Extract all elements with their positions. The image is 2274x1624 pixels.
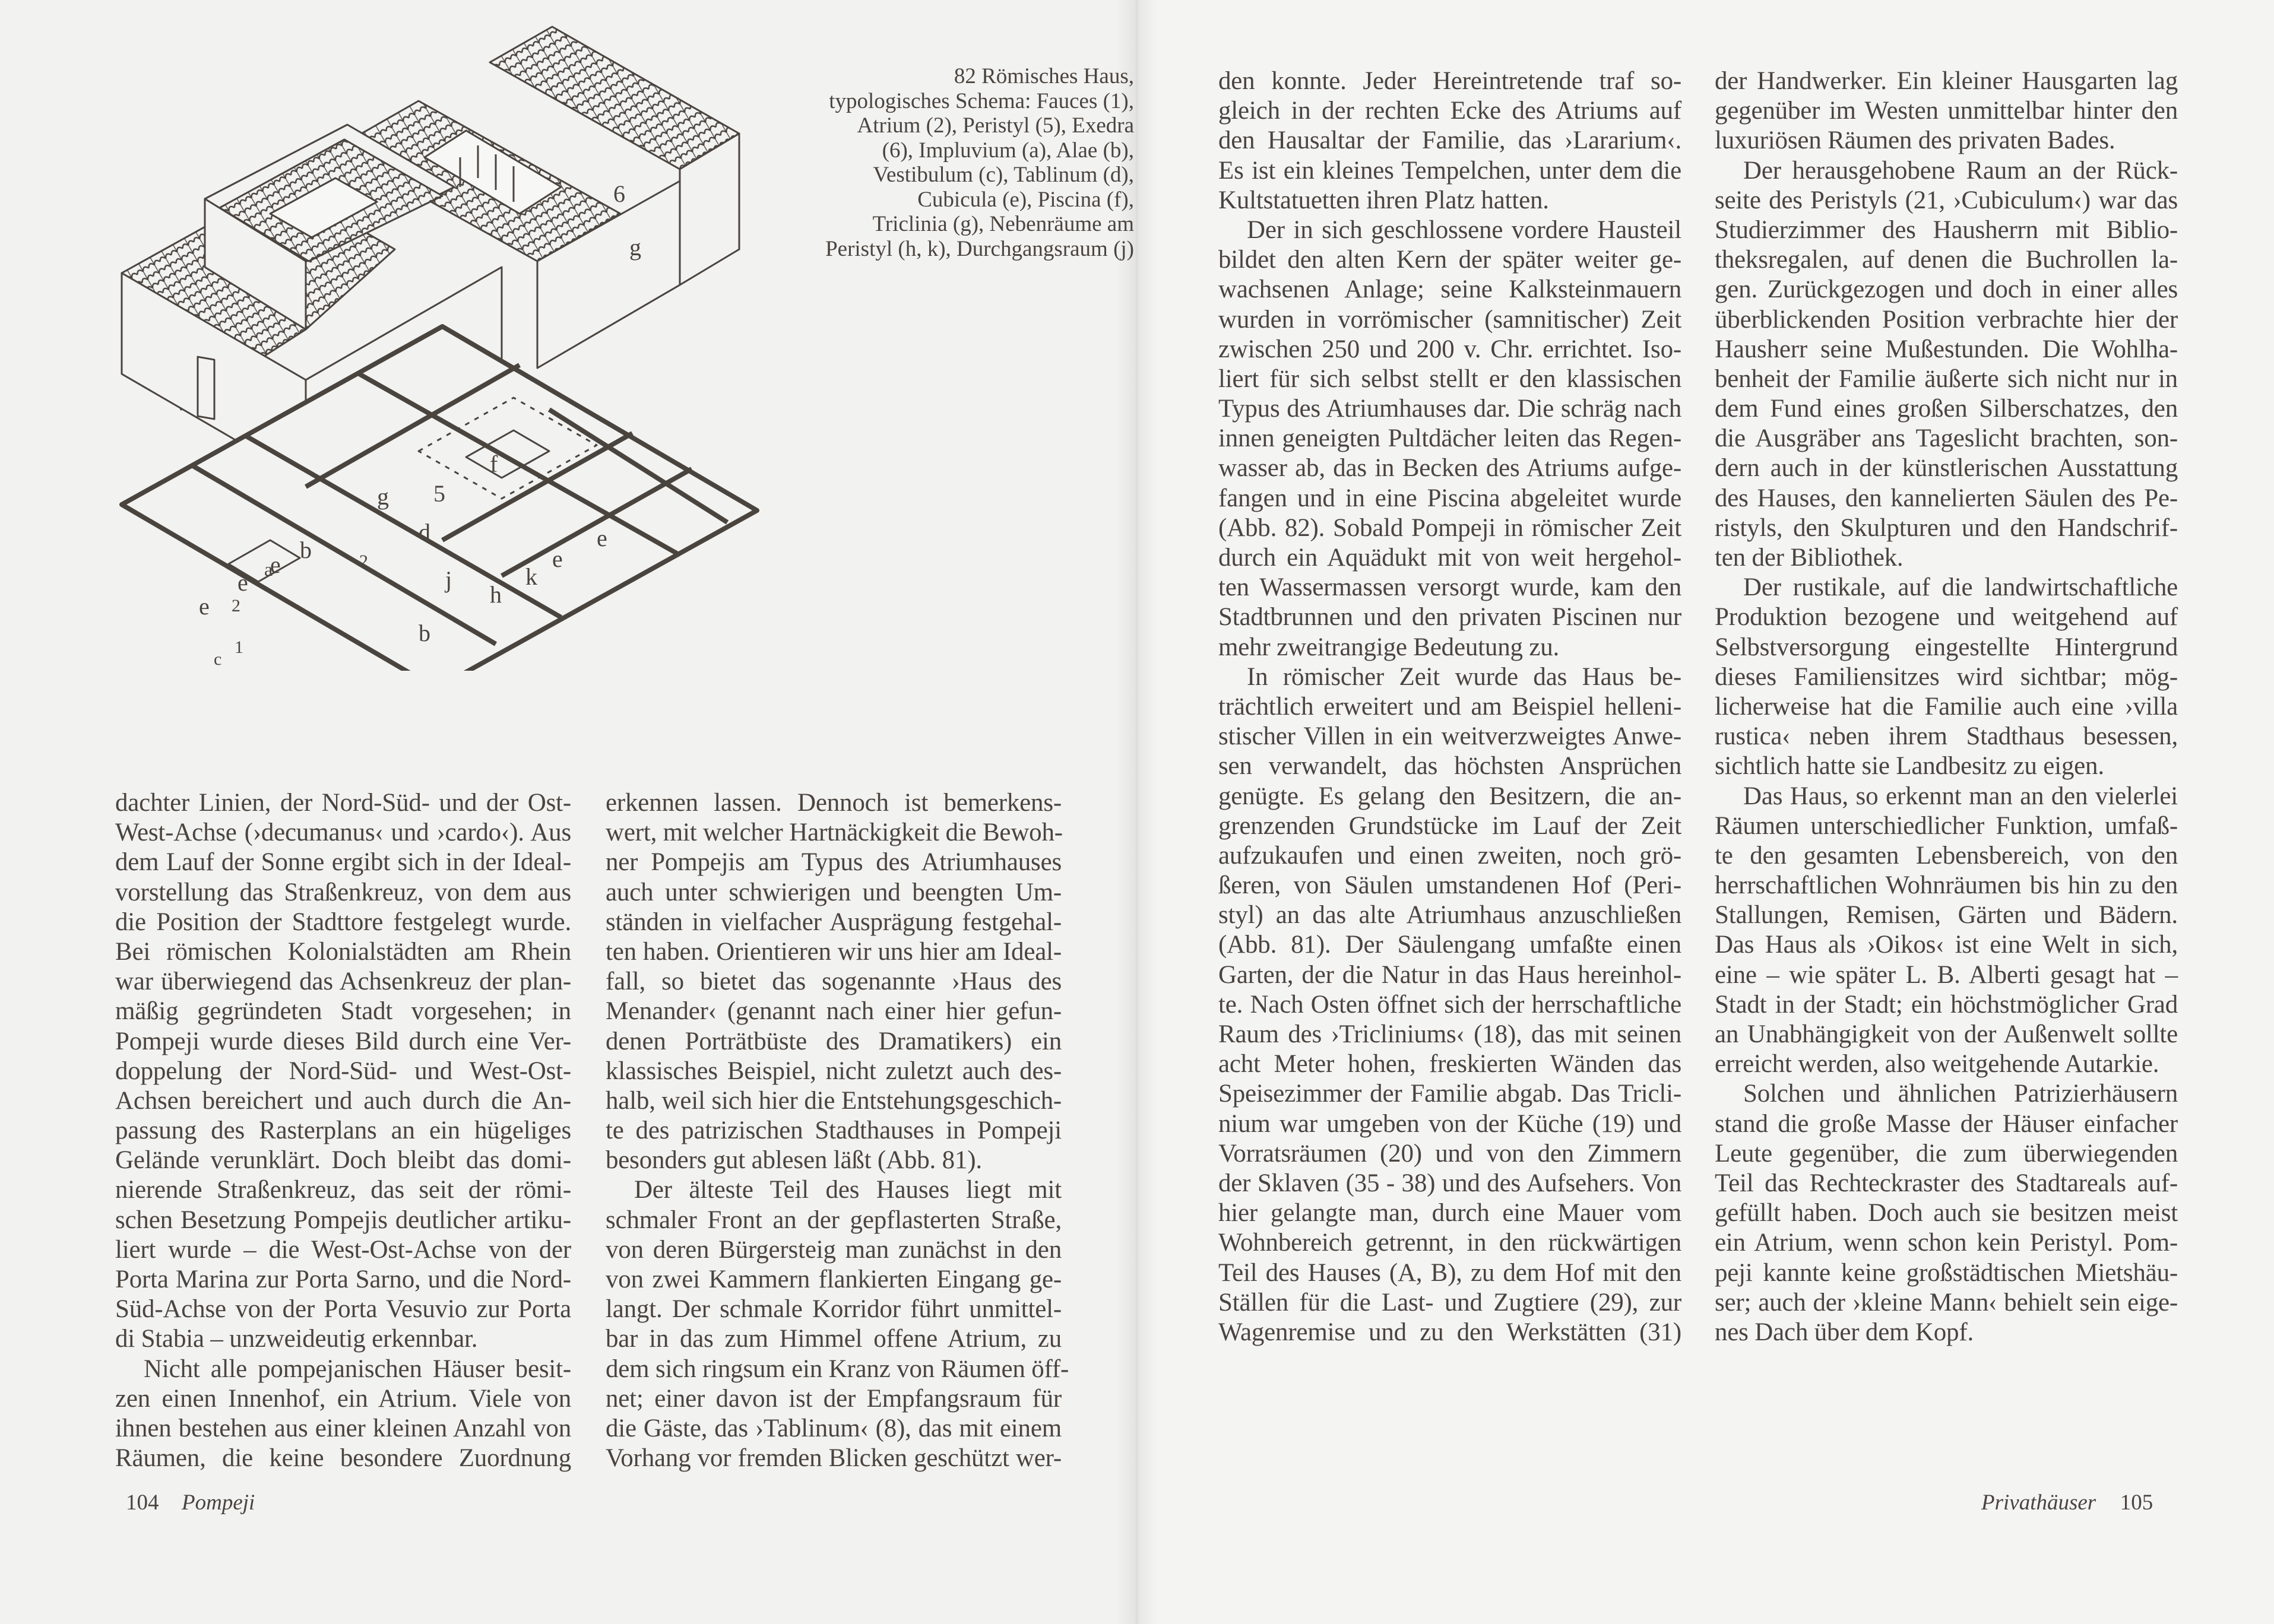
- text-line: genügte. Es gelang den Besitzern, die an-: [1218, 782, 1681, 810]
- text-line: trächtlich erweitert und am Beispiel helleni-: [1218, 692, 1681, 721]
- text-line: Süd-Achse von der Porta Vesuvio zur Porta: [115, 1295, 571, 1324]
- text-line: ner Pompejis am Typus des Atriumhauses: [606, 848, 1062, 877]
- text-line: ten Wassermassen versorgt wurde, kam den: [1218, 573, 1681, 602]
- text-line: zen einen Innenhof, ein Atrium. Viele von: [115, 1384, 571, 1413]
- text-line: war überwiegend das Achsenkreuz der plan-: [115, 968, 571, 996]
- right-folio: [1981, 1490, 2153, 1516]
- text-line: durch ein Aquädukt mit von weit hergehol-: [1218, 544, 1681, 572]
- text-line: bildet den alten Kern der später weiter ge-: [1218, 246, 1681, 274]
- text-line: ihnen bestehen aus einer kleinen Anzahl von: [115, 1414, 571, 1442]
- left-page-column-2: [606, 788, 1069, 1473]
- caption-line: Cubicula (e), Piscina (f),: [917, 187, 1134, 212]
- text-line: dachter Linien, der Nord-Süd- und der Ost-: [115, 789, 571, 817]
- text-line: Selbstversorgung eingestellte Hintergrund: [1715, 633, 2178, 661]
- text-line: Der herausgehobene Raum an der Rück-: [1743, 156, 2178, 185]
- caption-line: Peristyl (h, k), Durchgangsraum (j): [825, 236, 1134, 261]
- text-line: gegenüber im Westen unmittelbar hinter den: [1715, 97, 2178, 125]
- page-number: 104: [126, 1490, 159, 1515]
- text-line: Pompeji wurde dieses Bild durch eine Ver-: [115, 1027, 571, 1055]
- text-line: ten haben. Orientieren wir uns hier am Ideal-: [606, 937, 1062, 966]
- text-line: te des patrizischen Stadthauses in Pompeji: [606, 1116, 1062, 1145]
- text-line: Das Haus als ›Oikos‹ ist eine Welt in sich,: [1715, 931, 2178, 959]
- text-line: Kultstatuetten ihren Platz hatten.: [1218, 186, 1549, 214]
- text-line: bar in das zum Himmel offene Atrium, zu: [606, 1325, 1062, 1353]
- text-line: eine – wie später L. B. Alberti gesagt hat –: [1715, 960, 2178, 989]
- text-line: gleich in der rechten Ecke des Atriums auf: [1218, 97, 1681, 125]
- text-line: sen verwandelt, das höchsten Ansprüchen: [1218, 752, 1681, 781]
- text-line: Speisezimmer der Familie abgab. Das Tricli-: [1218, 1080, 1681, 1108]
- text-line: innen geneigten Pultdächer leiten das Regen-: [1218, 424, 1681, 453]
- text-line: Ställen für die Last- und Zugtiere (29), zur: [1218, 1288, 1681, 1317]
- text-line: nierende Straßenkreuz, das seit der römi-: [115, 1176, 571, 1204]
- text-line: In römischer Zeit wurde das Haus be-: [1247, 662, 1681, 691]
- text-line: Produktion bezogene und weitgehend auf: [1715, 603, 2178, 632]
- roof-rear: [490, 27, 739, 169]
- text-line: Der älteste Teil des Hauses liegt mit: [634, 1176, 1062, 1204]
- plan-label: 2: [232, 596, 240, 616]
- text-line: (Abb. 82). Sobald Pompeji in römischer Zeit: [1218, 513, 1681, 542]
- right-page-column-2: [1715, 66, 2178, 1347]
- text-line: dieses Familiensitzes wird sichtbar; mög-: [1715, 662, 2178, 691]
- text-line: gefüllt haben. Doch auch sie besitzen meist: [1715, 1199, 2178, 1227]
- text-line: benheit der Familie äußerte sich nicht nur in: [1715, 364, 2178, 393]
- text-line: seite des Peristyls (21, ›Cubiculum‹) war das: [1715, 186, 2178, 214]
- text-line: dem Lauf der Sonne ergibt sich in der Ideal-: [115, 848, 571, 877]
- text-line: ständen in vielfacher Ausprägung festgehal-: [606, 908, 1062, 936]
- text-line: stand die große Masse der Häuser einfacher: [1715, 1109, 2178, 1138]
- text-line: ein Atrium, wenn schon kein Peristyl. Pom-: [1715, 1229, 2178, 1257]
- text-line: West-Achse (›decumanus‹ und ›cardo‹). Aus: [115, 819, 571, 847]
- plan-label: 1: [235, 637, 243, 657]
- text-line: Vorratsräumen (20) und von den Zimmern: [1218, 1139, 1681, 1168]
- text-line: te. Nach Osten öffnet sich der herrschaftliche: [1218, 990, 1681, 1019]
- text-line: mäßig gegründeten Stadt vorgesehen; in: [115, 997, 571, 1026]
- text-line: te den gesamten Lebensbereich, von den: [1715, 841, 2178, 870]
- plan-label: c: [214, 649, 222, 669]
- text-line: besonders gut ablesen läßt (Abb. 81).: [606, 1146, 982, 1175]
- text-line: überblickenden Position verbrachte hier der: [1715, 305, 2178, 334]
- text-line: langt. Der schmale Korridor führt unmittel-: [606, 1295, 1062, 1324]
- plan-label: 6: [613, 180, 625, 207]
- text-line: Stadtbrunnen und den privaten Piscinen nur: [1218, 603, 1681, 632]
- text-line: mehr zweitrangige Bedeutung zu.: [1218, 633, 1560, 661]
- text-line: herrschaftlichen Wohnräumen bis hin zu den: [1715, 871, 2178, 900]
- text-line: nes Dach über dem Kopf.: [1715, 1318, 1974, 1346]
- page-number: 105: [2120, 1490, 2153, 1515]
- text-line: den Hausaltar der Familie, das ›Lararium‹.: [1218, 126, 1681, 155]
- running-head: Privathäuser: [1981, 1490, 2096, 1515]
- text-line: Räumen unterschiedlicher Funktion, umfaß-: [1715, 811, 2178, 840]
- text-line: liert wurde – die West-Ost-Achse von der: [115, 1235, 571, 1264]
- text-line: den konnte. Jeder Hereintretende traf so-: [1218, 67, 1681, 95]
- text-line: Wohnbereich getrennt, in den rückwärtigen: [1218, 1229, 1681, 1257]
- left-folio: [126, 1490, 255, 1516]
- text-line: fall, so bietet das sogenannte ›Haus des: [606, 968, 1062, 996]
- text-line: doppelung der Nord-Süd- und West-Ost-: [115, 1057, 571, 1085]
- text-line: hier gelangte man, durch eine Mauer vom: [1218, 1199, 1681, 1227]
- text-line: an Unabhängigkeit von der Außenwelt sollte: [1715, 1020, 2178, 1048]
- text-line: Studierzimmer des Hausherrn mit Biblio-: [1715, 215, 2178, 244]
- text-line: Typus des Atriumhauses dar. Die schräg nach: [1218, 395, 1681, 423]
- text-line: Der rustikale, auf die landwirtschaftliche: [1743, 573, 2178, 602]
- text-line: erreicht werden, also weitgehende Autarkie.: [1715, 1050, 2159, 1079]
- text-line: styl) an das alte Atriumhaus anzuschließen: [1218, 901, 1681, 930]
- text-line: Stadt in der Stadt; ein höchstmöglicher Grad: [1715, 990, 2178, 1019]
- text-line: halb, weil sich hier die Entstehungsgeschich-: [606, 1086, 1062, 1115]
- text-line: der Sklaven (35 - 38) und des Aufsehers. Von: [1218, 1169, 1681, 1197]
- text-line: wasser ab, das in Becken des Atriums aufge-: [1218, 454, 1681, 483]
- text-line: Der in sich geschlossene vordere Hausteil: [1247, 215, 1681, 244]
- caption-line: (6), Impluvium (a), Alae (b),: [882, 138, 1134, 163]
- text-line: Vorhang vor fremden Blicken geschützt wer-: [606, 1444, 1062, 1473]
- text-line: liert für sich selbst stellt er den klassischen: [1218, 364, 1681, 393]
- text-line: ßeren, von Säulen umstandenen Hof (Peri-: [1218, 871, 1681, 900]
- text-line: Wagenremise und zu den Werkstätten (31): [1218, 1318, 1681, 1346]
- figure-caption: [784, 64, 1134, 261]
- text-line: vorstellung das Straßenkreuz, von dem aus: [115, 878, 571, 906]
- text-line: Porta Marina zur Porta Sarno, und die Nord-: [115, 1265, 571, 1293]
- plan-label: b: [419, 620, 430, 646]
- caption-line: 82 Römisches Haus,: [954, 64, 1134, 88]
- text-line: der Handwerker. Ein kleiner Hausgarten lag: [1715, 67, 2178, 95]
- text-line: Gelände verunklärt. Doch bleibt das domi-: [115, 1146, 571, 1175]
- text-line: dem sich ringsum ein Kranz von Räumen öff-: [606, 1355, 1069, 1383]
- text-line: die Gäste, das ›Tablinum‹ (8), das mit einem: [606, 1414, 1062, 1442]
- plan-label: e: [270, 551, 281, 578]
- text-line: fangen und in eine Piscina abgeleitet wurde: [1218, 484, 1681, 512]
- text-line: Nicht alle pompejanischen Häuser besit-: [144, 1355, 571, 1383]
- text-line: klassisches Beispiel, nicht zuletzt auch des-: [606, 1057, 1062, 1085]
- plan-label: j: [445, 566, 452, 593]
- text-line: peji kannte keine großstädtischen Mietshäu-: [1715, 1258, 2178, 1287]
- text-line: ristyls, den Skulpturen und den Handschrif-: [1715, 513, 2178, 542]
- text-line: dern auch in der künstlerischen Ausstattung: [1715, 454, 2178, 483]
- text-line: rustica‹ neben ihrem Stadthaus besessen,: [1715, 722, 2178, 751]
- plan-label: e: [237, 569, 248, 596]
- text-line: theksregalen, auf denen die Buchrollen la-: [1715, 246, 2178, 274]
- text-line: sichtlich hatte sie Landbesitz zu eigen.: [1715, 752, 2104, 781]
- text-line: die Ausgräber ans Tageslicht brachten, son-: [1715, 424, 2178, 453]
- plan-label: e: [552, 545, 563, 572]
- plan-label: 5: [433, 480, 445, 507]
- left-page-column-1: [115, 788, 571, 1473]
- caption-line: Atrium (2), Peristyl (5), Exedra: [857, 113, 1134, 138]
- text-line: Teil das Rechteckraster des Stadtareals auf-: [1715, 1169, 2178, 1197]
- text-line: Menander‹ (genannt nach einer hier gefun-: [606, 997, 1062, 1026]
- text-line: Stallungen, Remisen, Gärten und Bädern.: [1715, 901, 2178, 930]
- text-line: wurden in vorrömischer (samnitischer) Zeit: [1218, 305, 1681, 334]
- plan-label: k: [525, 563, 537, 590]
- text-line: Bei römischen Kolonialstädten am Rhein: [115, 937, 571, 966]
- text-line: wert, mit welcher Hartnäckigkeit die Bewoh-: [606, 819, 1063, 847]
- plan-label: e: [597, 525, 607, 551]
- text-line: Es ist ein kleines Tempelchen, unter dem die: [1218, 156, 1681, 185]
- text-line: Raum des ›Tricliniums‹ (18), das mit seinen: [1218, 1020, 1681, 1048]
- text-line: Solchen und ähnlichen Patrizierhäusern: [1743, 1080, 2178, 1108]
- text-line: licherweise hat die Familie auch eine ›villa: [1715, 692, 2178, 721]
- caption-line: Vestibulum (c), Tablinum (d),: [873, 163, 1134, 187]
- running-head: Pompeji: [182, 1490, 255, 1515]
- text-line: Garten, der die Natur in das Haus hereinhol-: [1218, 960, 1681, 989]
- plan-label: d: [419, 519, 430, 545]
- text-line: grenzenden Grundstücke im Lauf der Zeit: [1218, 811, 1681, 840]
- plan-label: g: [377, 483, 389, 510]
- text-line: stischer Villen in ein weitverzweigtes Anwe-: [1218, 722, 1681, 751]
- text-line: von zwei Kammern flankierten Eingang ge-: [606, 1265, 1062, 1293]
- text-line: zwischen 250 und 200 v. Chr. errichtet. Iso-: [1218, 335, 1681, 363]
- plan-label: 2: [359, 551, 368, 571]
- text-line: auch unter schwierigen und beengten Um-: [606, 878, 1062, 906]
- plan-label: g: [629, 234, 641, 261]
- text-line: acht Meter hohen, freskierten Wänden das: [1218, 1050, 1681, 1079]
- text-line: net; einer davon ist der Empfangsraum für: [606, 1384, 1062, 1413]
- text-line: passung des Rasterplans an ein hügeliges: [115, 1116, 571, 1145]
- text-line: von deren Bürgersteig man zunächst in den: [606, 1235, 1062, 1264]
- text-line: Achsen bereichert und auch durch die An-: [115, 1086, 571, 1115]
- plan-label: a: [264, 559, 273, 580]
- plan-label: h: [490, 581, 502, 608]
- text-line: luxuriösen Räumen des privaten Bades.: [1715, 126, 2115, 155]
- text-line: schen Besetzung Pompejis deutlicher artiku-: [115, 1206, 571, 1234]
- caption-line: typologisches Schema: Fauces (1),: [829, 88, 1134, 113]
- text-line: die Position der Stadttore festgelegt wurde.: [115, 908, 571, 936]
- text-line: aufzukaufen und einen zweiten, noch grö-: [1218, 841, 1681, 870]
- text-line: wachsenen Anlage; seine Kalksteinmauern: [1218, 275, 1681, 304]
- text-line: ser; auch der ›kleine Mann‹ behielt sein eige-: [1715, 1288, 2178, 1317]
- plan-label: b: [300, 537, 312, 563]
- text-line: denen Porträtbüste des Dramatikers) ein: [606, 1027, 1062, 1055]
- caption-line: Triclinia (g), Nebenräume am: [872, 212, 1134, 236]
- text-line: schmaler Front an der gepflasterten Straße,: [606, 1206, 1062, 1234]
- text-line: nium war umgeben von der Küche (19) und: [1218, 1109, 1681, 1138]
- text-line: dem Fund eines großen Silberschatzes, den: [1715, 395, 2178, 423]
- text-line: (Abb. 81). Der Säulengang umfaßte einen: [1218, 931, 1681, 959]
- text-line: des Hauses, den kannelierten Säulen des Pe-: [1715, 484, 2178, 512]
- roman-house-figure: [110, 18, 775, 671]
- right-page-column-1: [1218, 66, 1681, 1347]
- text-line: gen. Zurückgezogen und doch in einer alles: [1715, 275, 2178, 304]
- text-line: Teil des Hauses (A, B), zu dem Hof mit den: [1218, 1258, 1681, 1287]
- text-line: ten der Bibliothek.: [1715, 544, 1904, 572]
- text-line: Hausherr seine Mußestunden. Die Wohlha-: [1715, 335, 2178, 363]
- text-line: Räumen, die keine besondere Zuordnung: [115, 1444, 571, 1473]
- text-line: erkennen lassen. Dennoch ist bemerkens-: [606, 789, 1062, 817]
- plan-label: e: [199, 593, 210, 620]
- plan-label: f: [490, 451, 498, 477]
- text-line: Das Haus, so erkennt man an den vielerlei: [1743, 782, 2178, 810]
- text-line: di Stabia – unzweideutig erkennbar.: [115, 1325, 478, 1353]
- text-line: Leute gegenüber, die zum überwiegenden: [1715, 1139, 2178, 1168]
